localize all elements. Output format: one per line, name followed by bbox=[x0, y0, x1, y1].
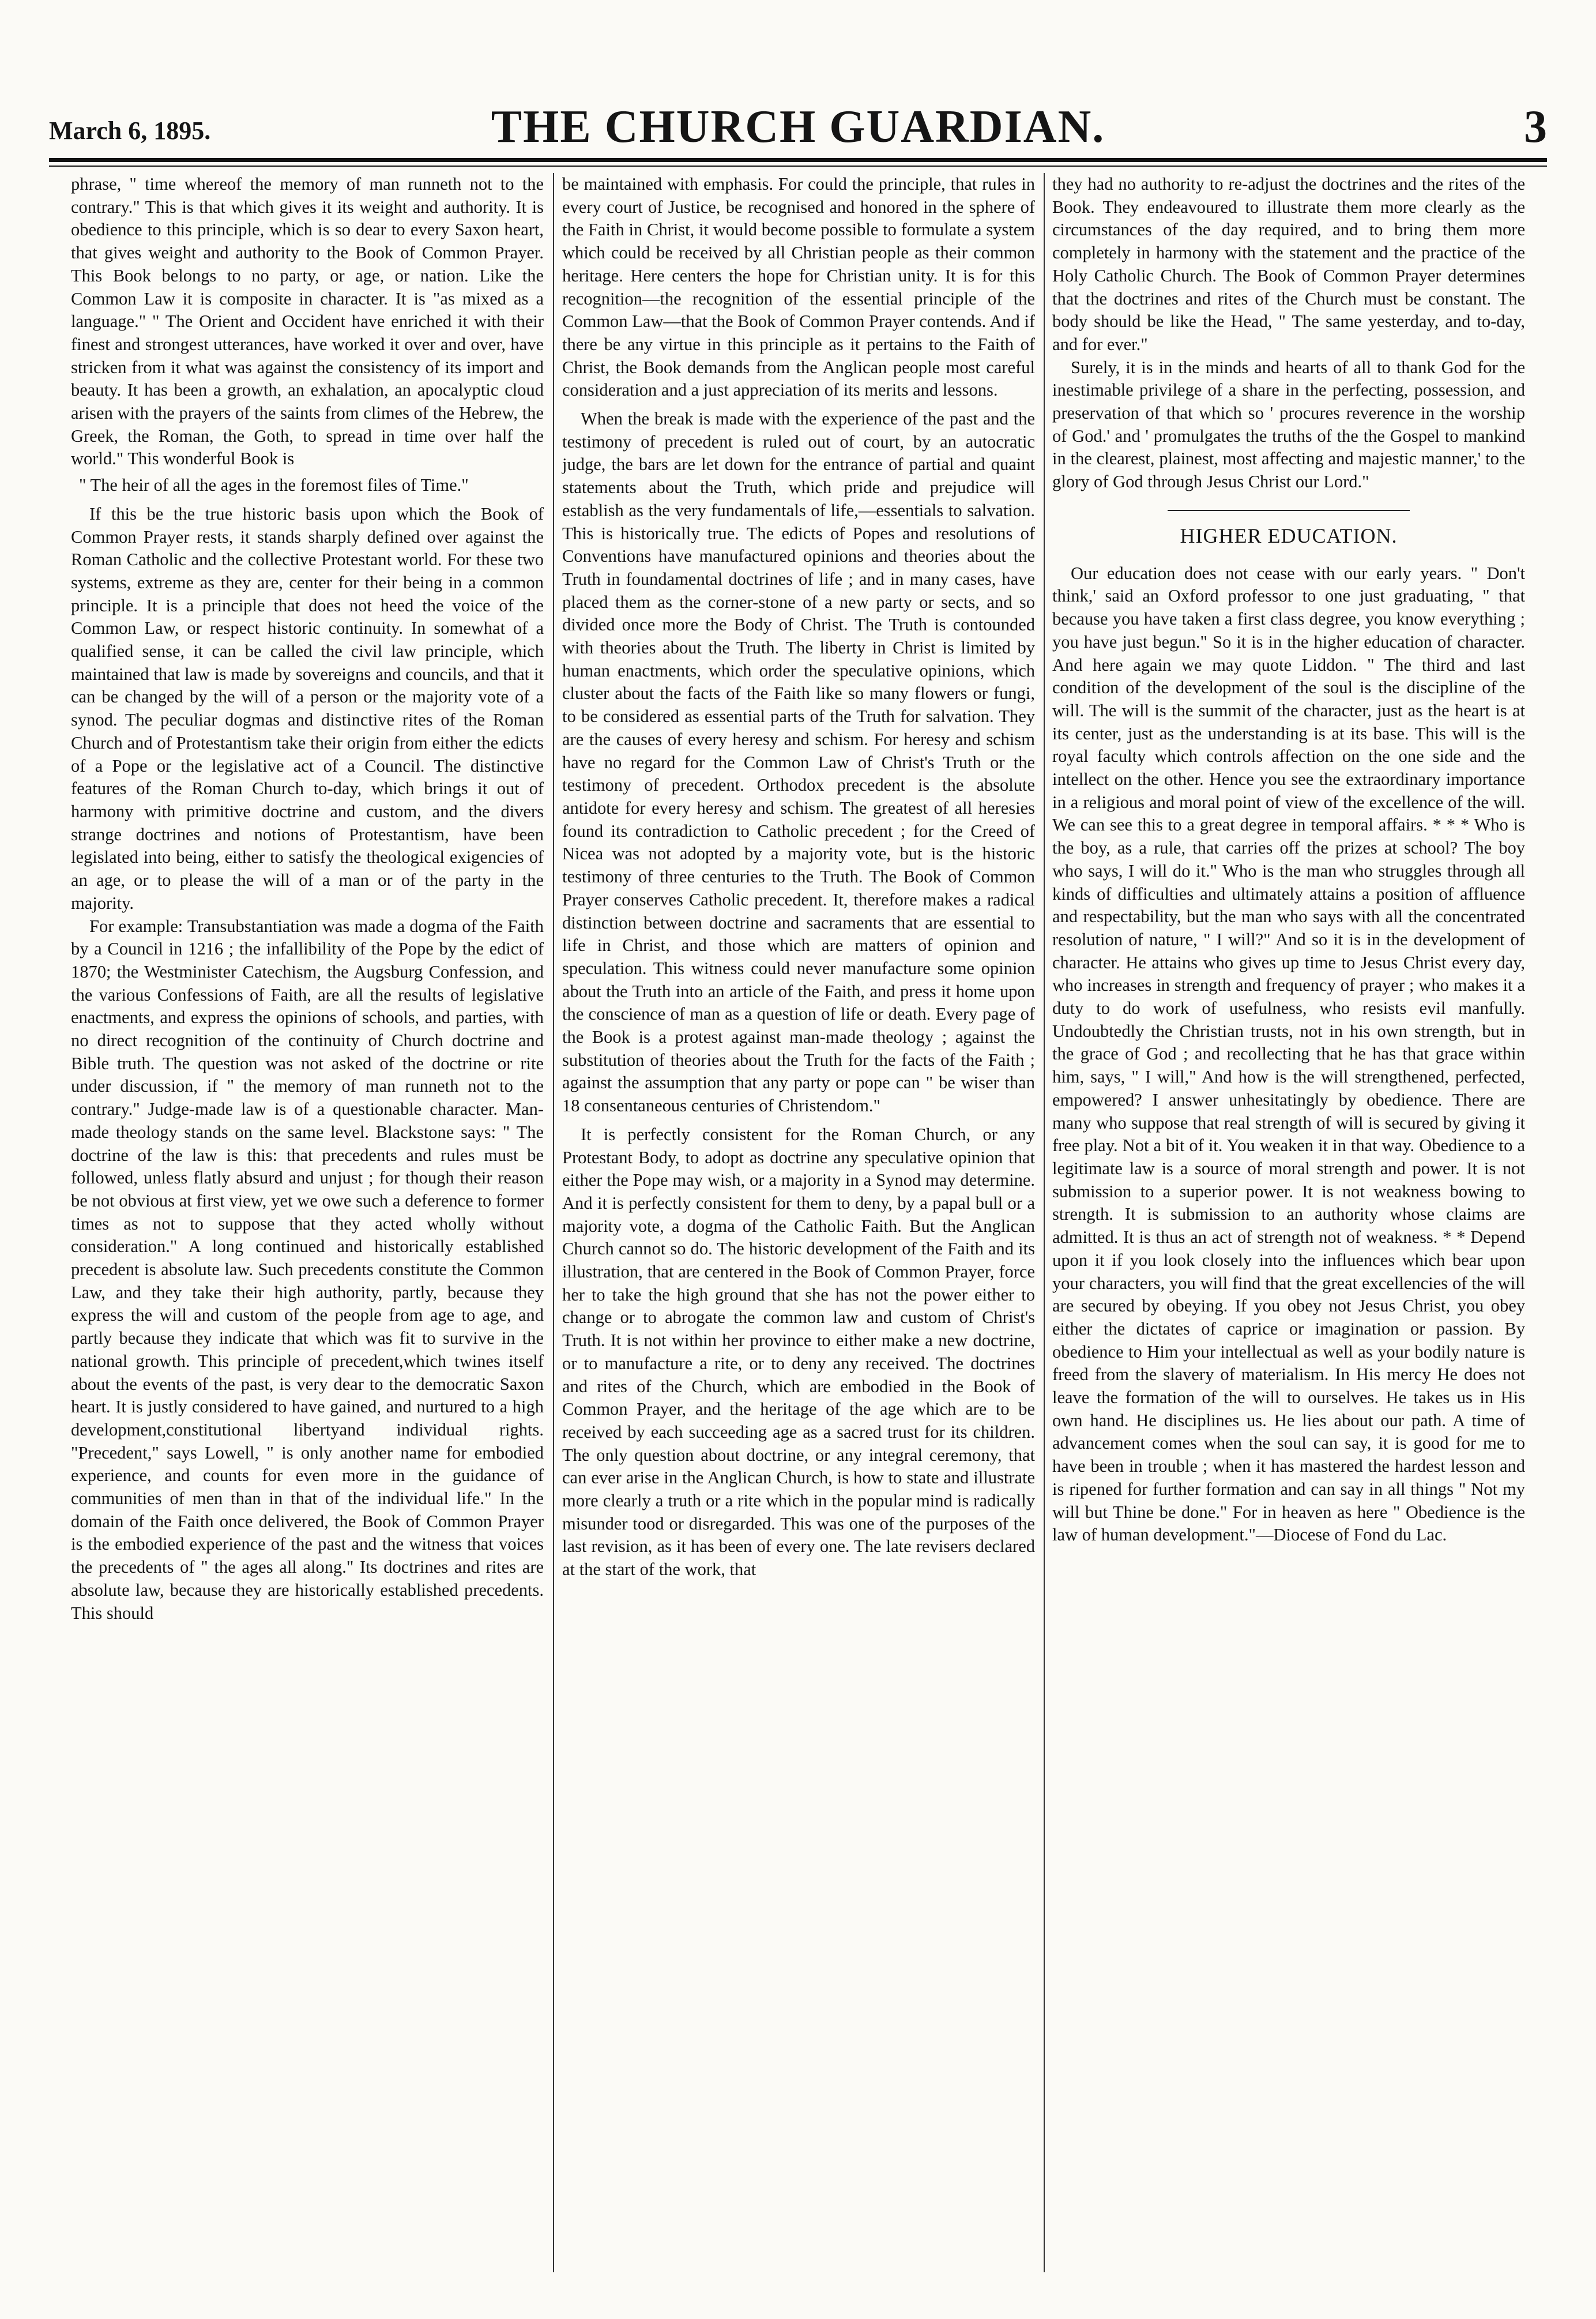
page-number: 3 bbox=[1524, 102, 1547, 152]
paragraph: Our education does not cease with our early years. " Don't think,' said an Oxford professor to one just graduating, " that because you have taken a first class degree, you know everything ; you have just begun." So it is in the higher education of character. And here again we may quote Liddon. " The third and last condition of the development of the soul is the discipline of the will. The will is the summit of the character, just as the heart is at its center, just as the understanding is at its base. This will is the royal faculty which controls affection on the one side and the intellect on the other. Hence you see the extraordinary importance in a religious and moral point of view of the excellence of the will. We can see this to a great degree in temporal affairs. * * * Who is the boy, as a rule, that carries off the prizes at school? The boy who says, I will do it." Who is the man who struggles through all kinds of difficulties and ultimately attains a position of affluence and respectability, but the man who says with all the concentrated resolution of nature, " I will?" And so it is in the development of character. He attains who gives up time to Jesus Christ every day, who increases in strength and frequency of prayer ; who makes it a duty to do work of usefulness, who resists evil manfully. Undoubtedly the Christian trusts, not in his own strength, but in the grace of God ; and recollecting that he has that grace within him, says, " I will," And how is the will strengthened, perfected, empowered? I answer unhesitatingly by obedience. There are many who suppose that real strength of will is secured by giving it free play. Not a bit of it. You weaken it in that way. Obedience to a legitimate law is a source of moral strength and power. It is not submission to a superior power. It is not weakness bowing to strength. It is submission to an authority whose claims are admitted. It is thus an act of strength not of weakness. * * Depend upon it if you look closely into the influences which bear upon your characters, you will find that the great excellencies of the will are secured by obeying. If you obey not Jesus Christ, you obey either the dictates of caprice or imagination or passion. By obedience to Him your intellectual as well as your bodily nature is freed from the slavery of materialism. In His mercy He does not leave the formation of the will to ourselves. He takes us in His own hand. He disciplines us. He lies about our path. A time of advancement comes when the soul can say, it is good for me to have been in trouble ; when it has mastered the hardest lesson and is ripened for further formation and can say in all things " Not my will but Thine be done." For in heaven as here " Obedience is the law of human development."—Diocese of Fond du Lac. bbox=[1052, 563, 1525, 1545]
column-divider bbox=[1044, 173, 1045, 2272]
column-divider bbox=[553, 173, 554, 2272]
column-3 bbox=[1052, 173, 1525, 1547]
section-heading: HIGHER EDUCATION. bbox=[1180, 524, 1398, 547]
masthead-rule-thin bbox=[49, 166, 1547, 167]
masthead-rule-thick bbox=[49, 158, 1547, 162]
paragraph: If this be the true historic basis upon which the Book of Common Prayer rests, it stands sharply defined over against the Roman Catholic and the collective Protestant world. For these two systems, extreme as they are, center for their being in a common principle. It is a principle that does not heed the voice of the Common Law, or respect historic continuity. In somewhat of a qualified sense, it can be called the civil law principle, which maintained that law is made by sovereigns and councils, and that it can be changed by the will of a person or the majority vote of a synod. The peculiar dogmas and distinctive rites of the Roman Church and of Protestantism take their origin from either the edicts of a Pope or the legislative act of a Council. The distinctive features of the Roman Church to-day, which brings it out of harmony with primitive doctrine and custom, and the divers strange doctrines and notions of Protestantism, have been legislated into being, either to satisfy the theological exigencies of an age, or to please the will of a man or of the party in the majority. bbox=[71, 503, 544, 913]
paragraph: For example: Transubstantiation was made a dogma of the Faith by a Council in 1216 ; the infallibility of the Pope by the edict of 1870; the Westminister Catechism, the Augsburg Confession, and the various Confessions of Faith, are all the results of legislative enactments, and express the opinions of schools, and parties, with no direct recognition of the continuity of Church doctrine and Bible truth. The question was not asked of the doctrine or rite under discussion, if " the memory of man runneth not to the contrary." Judge-made law is of a questionable character. Man-made theology stands on the same level. Blackstone says: " The doctrine of the law is this: that precedents and rules must be followed, unless flatly absurd and unjust ; for though their reason be not obvious at first view, yet we owe such a deference to former times as not to suppose that they acted wholly without consideration." A long continued and historically established precedent is absolute law. Such precedents constitute the Common Law, and they take their high authority, partly, because they express the will and custom of the people from age to age, and partly because they indicate that which was fit to survive in the national growth. This principle of precedent,which twines itself about the events of the past, is very dear to the democratic Saxon heart. It is justly considered to have gained, and nurtured to a high development,constitutional libertyand individual rights. "Precedent," says Lowell, " is only another name for embodied experience, and counts for even more in the guidance of communities of men than in that of the individual life." In the domain of the Faith once delivered, the Book of Common Prayer is the embodied experience of the past and the witness that voices the precedents of " the ages all along." Its doctrines and rites are absolute law, because they are historically established precedents. This should bbox=[71, 916, 544, 1623]
column-1 bbox=[71, 173, 544, 1625]
newspaper-title: THE CHURCH GUARDIAN. bbox=[491, 102, 1105, 152]
paragraph: they had no authority to re-adjust the doctrines and the rites of the Book. They endeavoured to illustrate them more clearly as the circumstances of the day required, and to bring them more completely in harmony with the statement and the practice of the Holy Catholic Church. The Book of Common Prayer determines that the doctrines and rites of the Church must be constant. The body should be like the Head, " The same yesterday, and to-day, and for ever." bbox=[1052, 174, 1525, 354]
paragraph: phrase, " time whereof the memory of man runneth not to the contrary." This is that which gives it its weight and authority. It is obedience to this principle, which is so dear to every Saxon heart, that gives weight and authority to the Book of Common Prayer. This Book belongs to no party, or age, or nation. Like the Common Law it is composite in character. It is "as mixed as a language." " The Orient and Occident have enriched it with their finest and strongest utterances, have worked it over and over, have stricken from it what was against the consistency of its import and beauty. It has been a growth, an exhalation, an apocalyptic cloud arisen with the prayers of the saints from climes of the Hebrew, the Greek, the Roman, the Goth, to spread in time over half the world." This wonderful Book is bbox=[71, 174, 544, 469]
section-divider bbox=[1168, 510, 1410, 511]
paragraph: be maintained with emphasis. For could the principle, that rules in every court of Justice, be recognised and honored in the sphere of the Faith in Christ, it would become possible to formulate a system which could be received by all Christian people as their common heritage. Here centers the hope for Christian unity. It is for this recognition—the recognition of the essential principle of the Common Law—that the Book of Common Prayer contends. And if there be any virtue in this principle as it pertains to the Faith of Christ, the Book demands from the Anglican people most careful consideration and a just appreciation of its merits and lessons. bbox=[562, 174, 1036, 400]
paragraph: When the break is made with the experience of the past and the testimony of precedent is ruled out of court, by an autocratic judge, the bars are let down for the entrance of partial and quaint statements about the Truth, which pride and prejudice will establish as the very fundamentals of life,—essentials to salvation. This is historically true. The edicts of Popes and resolutions of Conventions have manufactured opinions and theories about the Truth in foundamental doctrines of life ; and in many cases, have placed them as the corner-stone of a new party or sects, and so divided once more the Body of Christ. The Truth is contounded with theories about the Truth. The liberty in Christ is limited by human enactments, which order the speculative opinions, which cluster about the facts of the Faith like so many flowers or fungi, to be considered as essential parts of the Truth for salvation. They are the causes of every heresy and schism. For heresy and schism have no regard for the Common Law of Christ's Truth or the testimony of precedent. Orthodox precedent is the absolute antidote for every heresy and schism. The greatest of all heresies found its contradiction to Catholic precedent ; for the Creed of Nicea was not adopted by a majority vote, but is the historic testimony of three centuries to the Truth. The Book of Common Prayer conserves Catholic precedent. It, therefore makes a radical distinction between doctrine and sacraments that are essential to life in Christ, and those which are matters of opinion and speculation. This witness could never manufacture some opinion about the Truth into an article of the Faith, and press it home upon the conscience of man as a question of life or death. Every page of the Book is a protest against man-made theology ; against the substitution of theories about the Truth for the facts of the Faith ; against the assumption that any party or pope can " be wiser than 18 consentaneous centuries of Christendom." bbox=[562, 409, 1035, 1116]
verse-quote: " The heir of all the ages in the foremost files of Time." bbox=[79, 475, 469, 495]
column-2 bbox=[562, 173, 1035, 1581]
paragraph: It is perfectly consistent for the Roman Church, or any Protestant Body, to adopt as doctrine any speculative opinion that either the Pope may wish, or a majority in a Synod may determine. And it is perfectly consistent for them to deny, by a papal bull or a majority vote, a dogma of the Catholic Faith. But the Anglican Church cannot so do. The historic development of the Faith and its illustration, that are centered in the Book of Common Prayer, force her to take the high ground that she has not the power either to change or to abrogate the common law and custom of Christ's Truth. It is not within her province to either make a new doctrine, or to manufacture a rite, or to deny any received. The doctrines and rites of the Church, which are embodied in the Book of Common Prayer, and the heritage of the age which are to be received by each succeeding age as a sacred trust for its children. The only question about doctrine, or any integral ceremony, that can ever arise in the Anglican Church, is how to state and illustrate more clearly a truth or a rite which in the popular mind is radically misunder tood or disregarded. This was one of the purposes of the last revision, as it has been of every one. The late revisers declared at the start of the work, that bbox=[562, 1124, 1035, 1580]
paragraph: Surely, it is in the minds and hearts of all to thank God for the inestimable privilege of a share in the perfecting, possession, and preservation of that which so ' procures reverence in the worship of God.' and ' promulgates the truths of the the Gospel to mankind in the clearest, plainest, most affecting and majestic manner,' to the glory of God through Jesus Christ our Lord." bbox=[1052, 357, 1525, 492]
issue-date: March 6, 1895. bbox=[49, 116, 211, 145]
masthead bbox=[49, 98, 1547, 156]
